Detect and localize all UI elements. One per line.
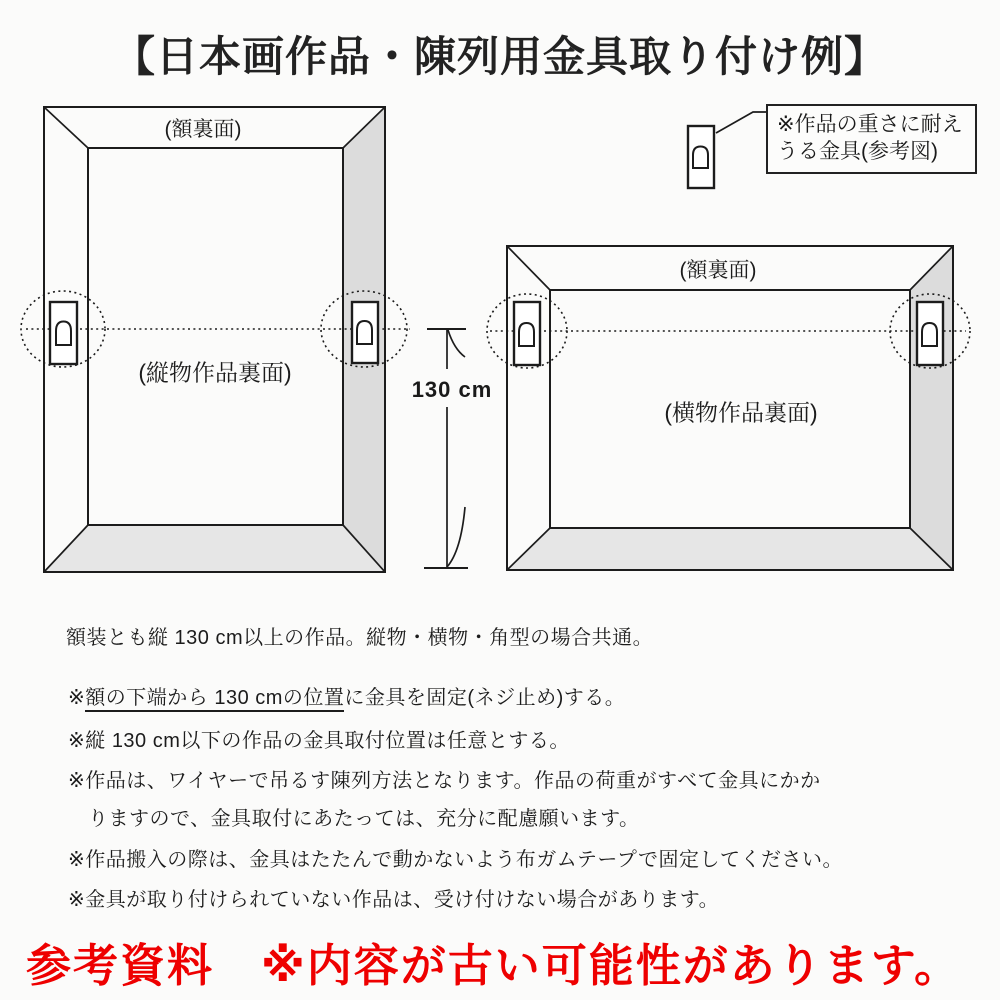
hardware-reference-icon	[688, 126, 714, 188]
landscape-frame-bottom-bar	[507, 528, 953, 570]
note-wire-hanging-line1: ※作品は、ワイヤーで吊るす陳列方法となります。作品の荷重がすべて金具にかか	[68, 770, 821, 792]
dimension-line-130cm	[424, 329, 468, 568]
dimension-label: 130 cm	[411, 377, 493, 402]
landscape-frame-back-label: (額裏面)	[679, 259, 757, 282]
portrait-frame-drawing	[21, 107, 410, 572]
page-title: 【日本画作品・陳列用金具取り付け例】	[112, 33, 887, 80]
portrait-artwork-label: (縦物作品裏面)	[138, 359, 292, 386]
note-transport-tape: ※作品搬入の際は、金具はたたんで動かないよう布ガムテープで固定してください。	[68, 849, 843, 871]
portrait-frame-inner-edge	[88, 148, 343, 525]
hardware-note-line1: ※作品の重さに耐え	[777, 113, 963, 136]
portrait-frame-bottom-bar	[44, 525, 385, 572]
note-intro: 額装とも縦 130 cm以上の作品。縦物・横物・角型の場合共通。	[66, 627, 654, 649]
note-no-hardware-rejection: ※金具が取り付けられていない作品は、受け付けない場合があります。	[68, 889, 720, 911]
landscape-frame-right-bar	[910, 246, 953, 570]
portrait-frame-back-label: (額裏面)	[164, 118, 242, 141]
hanging-bracket-icon	[514, 302, 540, 365]
hanging-bracket-icon	[917, 302, 943, 365]
note1-underlined-text: 額の下端から 130 cmの位置	[85, 687, 344, 712]
footer-warning: 参考資料 ※内容が古い可能性があります。	[26, 940, 962, 991]
hardware-note-box	[766, 104, 977, 174]
landscape-artwork-label: (横物作品裏面)	[664, 399, 818, 426]
landscape-miter-top-left	[507, 246, 550, 290]
note1-prefix: ※	[68, 687, 86, 709]
note-wire-hanging-line2: りますので、金具取付にあたっては、充分に配慮願います。	[88, 808, 640, 830]
hanging-bracket-icon	[352, 302, 378, 363]
hanging-bracket-icon	[50, 302, 77, 364]
hardware-note-line2: うる金具(参考図)	[777, 140, 938, 163]
portrait-frame-outer-edge	[44, 107, 385, 572]
dimension-bottom-curve	[447, 507, 465, 567]
portrait-miter-top-left	[44, 107, 88, 148]
note-under-130cm: ※縦 130 cm以下の作品の金具取付位置は任意とする。	[68, 730, 570, 752]
note-fixing-position	[68, 681, 625, 710]
hardware-note-leader-line	[716, 112, 766, 133]
dimension-top-curve	[448, 330, 465, 357]
note1-rest: に金具を固定(ネジ止め)する。	[344, 687, 626, 709]
